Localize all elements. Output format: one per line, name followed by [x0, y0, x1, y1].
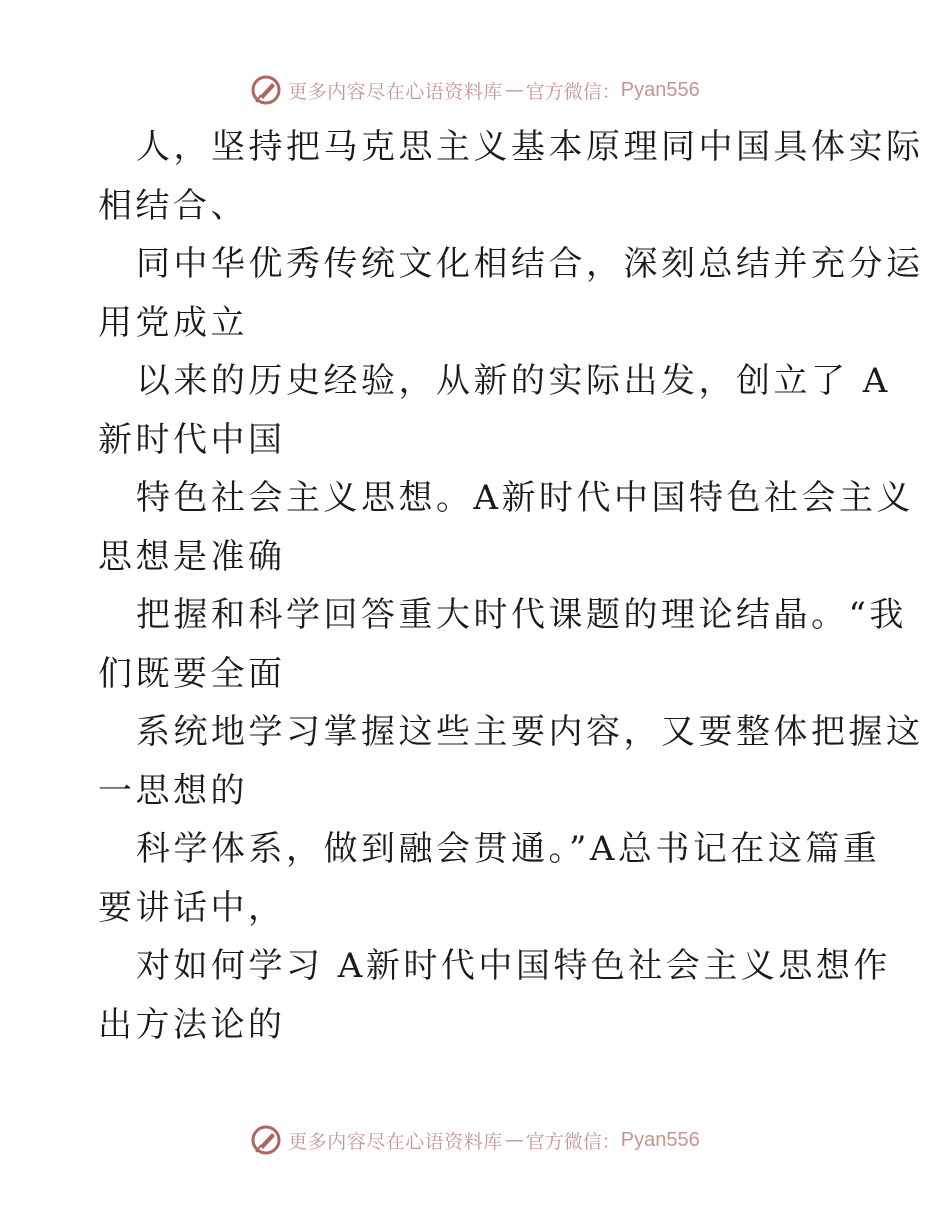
- text-line: 特色社会主义思想。A新时代中国特色社会主义: [136, 478, 915, 518]
- header-separator: —: [504, 79, 524, 101]
- text-line: 们既要全面: [98, 653, 286, 694]
- header-banner: [0, 70, 950, 110]
- header-site-text: 更多内容尽在心语资料库: [288, 80, 503, 103]
- pen-logo-icon: [250, 1124, 282, 1156]
- footer-banner: [0, 1120, 950, 1160]
- text-line: 把握和科学回答重大时代课题的理论结晶。“我: [136, 595, 907, 635]
- text-line: 新时代中国: [98, 419, 286, 460]
- text-line: 对如何学习 A新时代中国特色社会主义思想作: [136, 946, 891, 986]
- text-line: 人，坚持把马克思主义基本原理同中国具体实际: [136, 127, 924, 167]
- text-line: 同中华优秀传统文化相结合，深刻总结并充分运: [136, 244, 924, 284]
- footer-site-text: 更多内容尽在心语资料库: [288, 1130, 503, 1153]
- text-line: 科学体系，做到融会贯通。”A总书记在这篇重: [136, 829, 881, 869]
- text-line: 用党成立: [98, 302, 248, 343]
- text-line: 一思想的: [98, 770, 248, 811]
- footer-wechat-label: 官方微信：: [525, 1130, 621, 1153]
- footer-separator: —: [504, 1129, 524, 1151]
- text-line: 思想是准确: [98, 536, 286, 577]
- text-line: 系统地学习掌握这些主要内容，又要整体把握这: [136, 712, 924, 752]
- document-body: [98, 118, 924, 1054]
- text-line: 出方法论的: [98, 1004, 286, 1045]
- pen-logo-icon: [250, 74, 282, 106]
- text-line: 相结合、: [98, 185, 248, 226]
- text-line: 以来的历史经验，从新的实际出发，创立了 A: [136, 361, 891, 401]
- text-line: 要讲话中，: [98, 887, 286, 928]
- header-wechat-label: 官方微信：: [525, 80, 621, 103]
- header-wechat-id: Pyan556: [620, 78, 700, 101]
- footer-wechat-id: Pyan556: [620, 1128, 700, 1151]
